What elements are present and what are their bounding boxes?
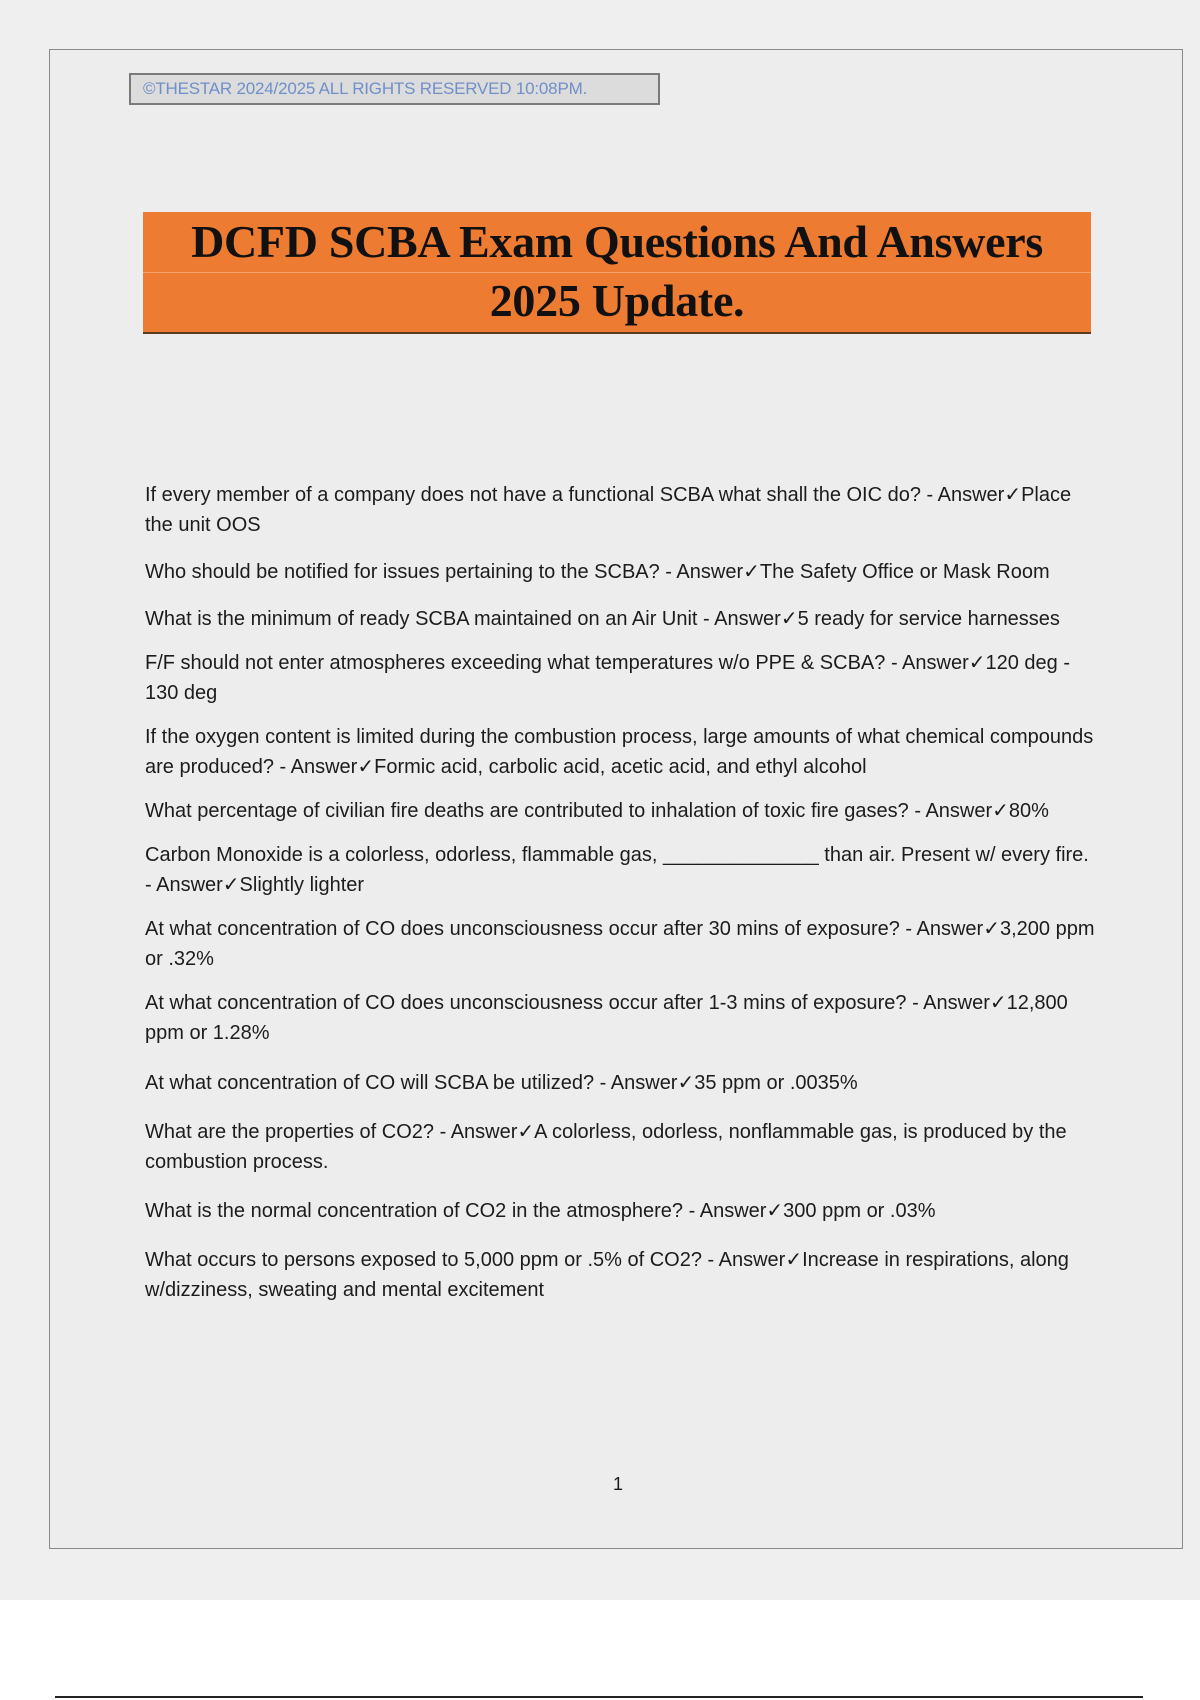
qa-item: What are the properties of CO2? - Answer✓A colorless, odorless, nonflammable gas, is produced by the combustion process. [145, 1121, 1067, 1173]
qa-item: What is the minimum of ready SCBA maintained on an Air Unit - Answer✓5 ready for service harnesses [145, 608, 1060, 630]
qa-item: Carbon Monoxide is a colorless, odorless, flammable gas, ______________ than air. Present w/ every fire. - Answer✓Slightly lighter [145, 844, 1089, 896]
title-line-1: DCFD SCBA Exam Questions And Answers [191, 216, 1043, 267]
page-number: 1 [612, 1474, 623, 1494]
title-banner [143, 212, 1091, 334]
title-line-2: 2025 Update. [489, 275, 745, 326]
qa-list [145, 480, 1095, 1305]
qa-item: If every member of a company does not have a functional SCBA what shall the OIC do? - Answer✓Place the unit OOS [145, 484, 1072, 536]
qa-item: At what concentration of CO does unconsciousness occur after 1-3 mins of exposure? - Answer✓12,800 ppm or 1.28% [145, 992, 1068, 1044]
qa-item: At what concentration of CO does unconsciousness occur after 30 mins of exposure? - Answer✓3,200 ppm or .32% [145, 918, 1095, 970]
qa-item: At what concentration of CO will SCBA be utilized? - Answer✓35 ppm or .0035% [145, 1072, 858, 1094]
document-title [143, 212, 1091, 330]
bottom-divider [55, 1696, 1143, 1698]
qa-item: Who should be notified for issues pertaining to the SCBA? - Answer✓The Safety Office or Mask Room [145, 561, 1050, 583]
qa-item: What percentage of civilian fire deaths are contributed to inhalation of toxic fire gases? - Answer✓80% [145, 800, 1049, 822]
copyright-notice: ©THESTAR 2024/2025 ALL RIGHTS RESERVED 10:08PM. [129, 73, 660, 105]
qa-item: F/F should not enter atmospheres exceeding what temperatures w/o PPE & SCBA? - Answer✓120 deg - 130 deg [145, 652, 1071, 704]
qa-item: What occurs to persons exposed to 5,000 ppm or .5% of CO2? - Answer✓Increase in respirations, along w/dizziness, sweating and mental excitement [145, 1249, 1069, 1301]
qa-item: What is the normal concentration of CO2 in the atmosphere? - Answer✓300 ppm or .03% [145, 1200, 936, 1222]
qa-item: If the oxygen content is limited during the combustion process, large amounts of what chemical compounds are produced? - Answer✓Formic acid, carbolic acid, acetic acid, and ethyl alcohol [145, 726, 1094, 778]
